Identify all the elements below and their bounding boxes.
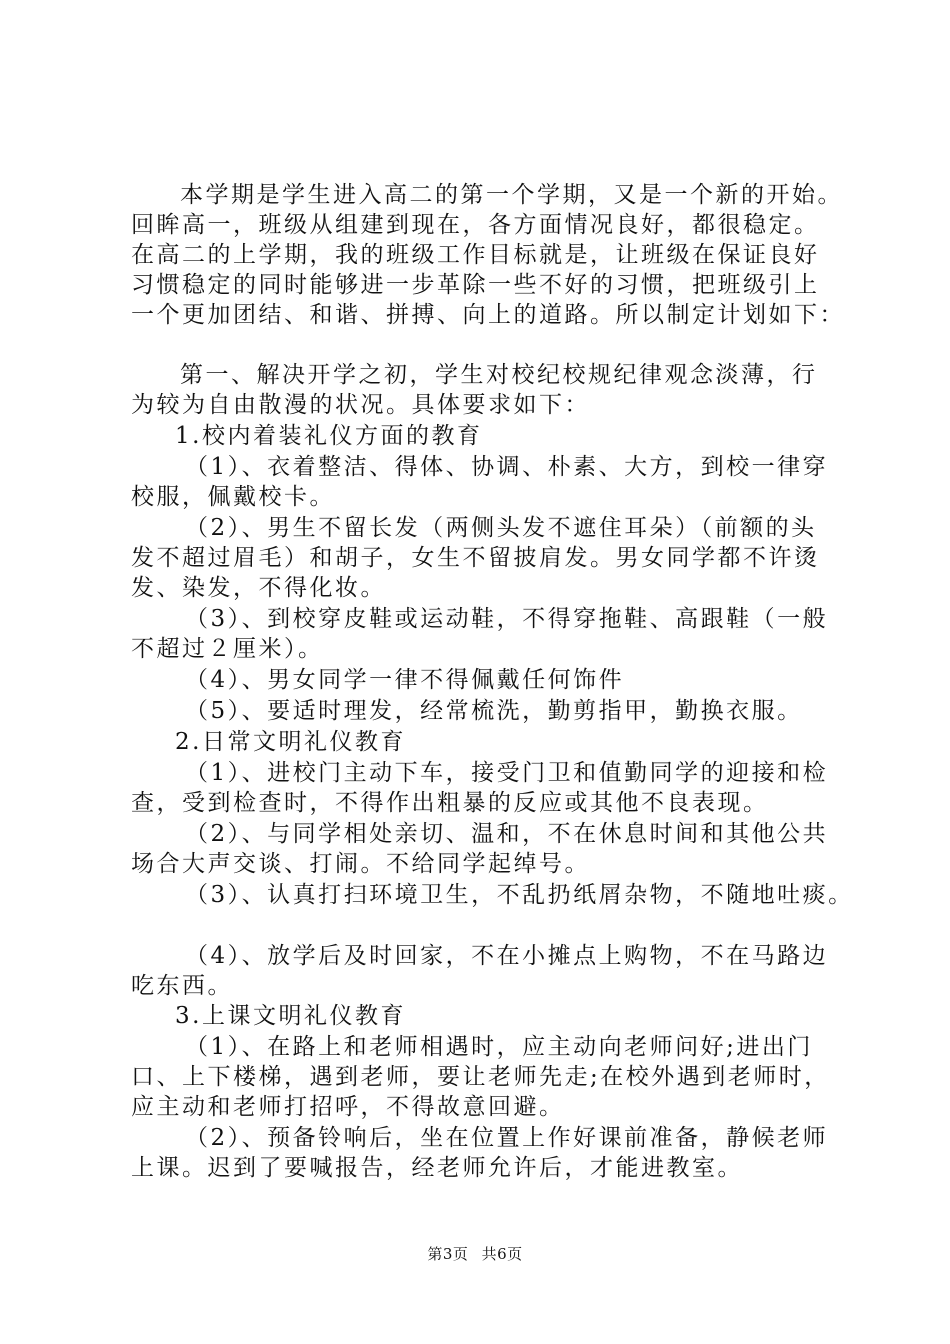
text-line: 校服，佩戴校卡。	[131, 484, 335, 510]
text-line: 本学期是学生进入高二的第一个学期，又是一个新的开始。	[180, 182, 843, 208]
text-line: 查，受到检查时，不得作出粗暴的反应或其他不良表现。	[131, 790, 769, 816]
text-line: （1）、衣着整洁、得体、协调、朴素、大方，到校一律穿	[185, 454, 829, 480]
text-line: 回眸高一，班级从组建到现在，各方面情况良好，都很稳定。	[131, 212, 820, 238]
section-heading: 3.上课文明礼仪教育	[175, 1003, 406, 1029]
text-line: （2）、男生不留长发（两侧头发不遮住耳朵）（前额的头	[185, 515, 817, 541]
text-line: （1）、进校门主动下车，接受门卫和值勤同学的迎接和检	[185, 760, 829, 786]
text-line: 场合大声交谈、打闹。不给同学起绰号。	[131, 851, 590, 877]
page-footer	[0, 1244, 950, 1264]
page-total: 共6页	[481, 1245, 523, 1263]
text-line: （2）、预备铃响后，坐在位置上作好课前准备，静候老师	[185, 1125, 829, 1151]
text-line: 不超过２厘米）。	[131, 636, 324, 662]
text-line: 为较为自由散漫的状况。具体要求如下：	[131, 392, 590, 418]
text-line: （1）、在路上和老师相遇时，应主动向老师问好;进出门	[185, 1034, 813, 1060]
text-line: （4）、男女同学一律不得佩戴任何饰件	[185, 667, 625, 693]
section-heading: 2.日常文明礼仪教育	[175, 729, 406, 755]
text-line: 第一、解决开学之初，学生对校纪校规纪律观念淡薄，行	[180, 362, 818, 388]
text-line: （2）、与同学相处亲切、温和，不在休息时间和其他公共	[185, 821, 829, 847]
text-line: （4）、放学后及时回家，不在小摊点上购物，不在马路边	[185, 943, 829, 969]
text-line: 口、上下楼梯，遇到老师，要让老师先走;在校外遇到老师时，	[131, 1064, 830, 1090]
text-line: 一个更加团结、和谐、拼搏、向上的道路。所以制定计划如下：	[131, 302, 845, 328]
text-line: （3）、认真打扫环境卫生，不乱扔纸屑杂物，不随地吐痰。	[185, 882, 854, 908]
text-line: 发、染发，不得化妆。	[131, 575, 386, 601]
text-line: 吃东西。	[131, 973, 233, 999]
text-line: （3）、到校穿皮鞋或运动鞋，不得穿拖鞋、高跟鞋（一般	[185, 606, 829, 632]
text-line: 应主动和老师打招呼，不得故意回避。	[131, 1094, 565, 1120]
text-line: （5）、要适时理发，经常梳洗，勤剪指甲，勤换衣服。	[185, 698, 803, 724]
text-line: 在高二的上学期，我的班级工作目标就是，让班级在保证良好	[131, 242, 820, 268]
text-line: 上课。迟到了要喊报告，经老师允许后，才能进教室。	[131, 1155, 743, 1181]
text-line: 发不超过眉毛）和胡子，女生不留披肩发。男女同学都不许烫	[131, 545, 820, 571]
section-heading: 1.校内着装礼仪方面的教育	[175, 423, 483, 449]
text-line: 习惯稳定的同时能够进一步革除一些不好的习惯，把班级引上	[131, 272, 820, 298]
page-number: 第3页	[427, 1245, 469, 1263]
